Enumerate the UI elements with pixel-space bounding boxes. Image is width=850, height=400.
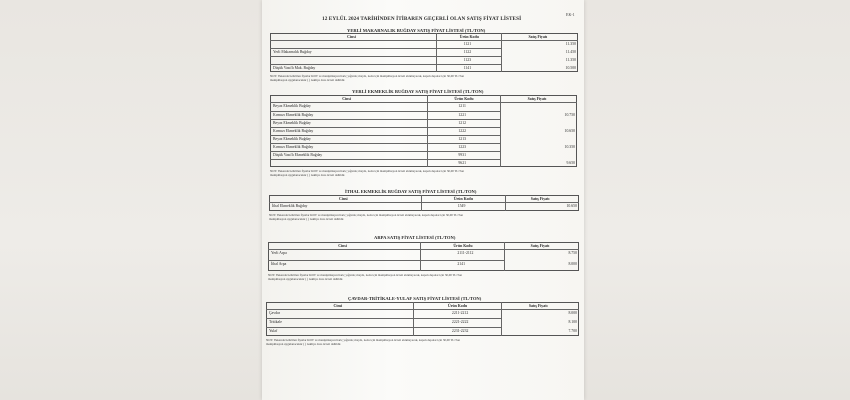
column-header-kod: Ürün Kodu <box>447 303 468 308</box>
table-cell-kod: 2221-2222 <box>451 319 469 324</box>
table-cell-cinsi: Kırmızı Ekmeklik Buğday <box>273 112 314 117</box>
table-cell-kod: 9931 <box>458 152 466 157</box>
table-cell-cinsi: İthal Arpa <box>271 261 287 266</box>
table-cell-kod: 1222 <box>458 128 466 133</box>
table-cell-fiyat: 8.100 <box>568 319 577 324</box>
table-cell-cinsi: Beyaz Ekmeklik Buğday <box>273 103 311 108</box>
table-note: NOT: Yukarıda belirtilen fiyatlar KDV ve manipülasyon hariç yığında; maydı, noda için manipülasyon ücreti alınmayacak, kapalı depolar için 30,00 TL/Ton <box>270 169 464 173</box>
column-header-fiyat: Satış Fiyatı <box>530 196 550 201</box>
column-header-kod: Ürün Kodu <box>454 96 474 101</box>
table-cell-cinsi: Düşük Vasıflı Ekmeklik Buğday <box>273 152 323 157</box>
section-title: İTHAL EKMEKLİK BUĞDAY SATIŞ FİYAT LİSTESİ (TL/TON) <box>345 189 477 194</box>
table-cell-fiyat: 10.500 <box>565 65 576 70</box>
table-cell-fiyat: 9.650 <box>566 160 575 165</box>
section-title: ARPA SATIŞ FİYAT LİSTESİ (TL/TON) <box>374 235 456 240</box>
table-cell-cinsi: İthal Ekmeklik Buğday <box>272 203 308 208</box>
table-cell-kod: 1213 <box>458 136 466 141</box>
table-column-divider <box>420 242 421 271</box>
table-column-divider <box>504 242 505 271</box>
table-cell-fiyat: 8.000 <box>568 261 577 266</box>
section-title: YERLİ MAKARNALIK BUĞDAY SATIŞ FİYAT LİSTESİ (TL/TON) <box>347 28 486 33</box>
table-cell-kod: 1123 <box>463 57 472 62</box>
table-cell-cinsi: Yerli Makarnalık Buğday <box>273 49 312 54</box>
table-cell-fiyat: 10.650 <box>566 203 577 208</box>
table-column-divider <box>413 302 414 336</box>
table-note: manipülasyon uygulanacaktır ( ) nakliye daro ücreti dahildir. <box>266 342 342 346</box>
table-cell-kod: 1223 <box>458 144 466 149</box>
section-title: ÇAVDAR-TRİTİKALE-YULAF SATIŞ FİYAT LİSTESİ (TL/TON) <box>348 296 482 301</box>
table-note: manipülasyon uygulanacaktır ( ) nakliye daro ücreti dahildir. <box>269 217 345 221</box>
table-note: manipülasyon uygulanacaktır ( ) nakliye daro ücreti dahildir. <box>270 78 346 82</box>
column-header-fiyat: Satış Fiyatı <box>530 243 550 248</box>
table-cell-kod: 2231-2232 <box>451 328 469 333</box>
table-cell-cinsi: Tritikale <box>269 319 282 324</box>
table-cell-kod: 1549 <box>457 203 466 208</box>
table-cell-cinsi: Beyaz Ekmeklik Buğday <box>273 136 311 141</box>
table-cell-kod: 1212 <box>458 120 466 125</box>
column-header-fiyat: Satış Fiyatı <box>527 96 547 101</box>
table-note: NOT: Yukarıda belirtilen fiyatlar KDV ve manipülasyon hariç yığında; maydı, noda için manipülasyon ücreti alınmayacak, kapalı depolar için 30,00 TL/Ton <box>269 213 463 217</box>
table-cell-cinsi: Kırmızı Ekmeklik Buğday <box>273 144 314 149</box>
table-note: NOT: Yukarıda belirtilen fiyatlar KDV ve manipülasyon hariç yığında; maydı, noda için manipülasyon ücreti alınmayacak, kapalı depolar için 30,00 TL/Ton <box>266 338 460 342</box>
table-cell-kod: 2111-2112 <box>457 250 474 255</box>
section-title: YERLİ EKMEKLİK BUĞDAY SATIŞ FİYAT LİSTESİ (TL/TON) <box>352 89 484 94</box>
table-cell-cinsi: Düşük Vasıflı Mak. Buğday <box>273 65 316 70</box>
table-cell-fiyat: 11.450 <box>565 49 576 54</box>
table-row-divider <box>270 102 577 103</box>
table-cell-kod: 1121 <box>463 41 472 46</box>
table-cell-fiyat: 10.750 <box>564 112 575 117</box>
table-cell-kod: 2211-2212 <box>451 310 469 315</box>
table-note: manipülasyon uygulanacaktır ( ) nakliye daro ücreti dahildir. <box>270 173 346 177</box>
table-cell-fiyat: 8.000 <box>568 310 577 315</box>
table-cell-cinsi: Yerli Arpa <box>271 250 287 255</box>
column-header-cinsi: Cinsi <box>342 96 351 101</box>
column-header-kod: Ürün Kodu <box>459 34 479 39</box>
column-header-kod: Ürün Kodu <box>453 243 473 248</box>
table-cell-cinsi: Beyaz Ekmeklik Buğday <box>273 120 311 125</box>
table-note: manipülasyon uygulanacaktır ( ) nakliye daro ücreti dahildir. <box>268 277 344 281</box>
table-cell-fiyat: 11.350 <box>565 41 576 46</box>
table-column-divider <box>427 95 428 167</box>
table-cell-cinsi: Çavdar <box>269 310 280 315</box>
column-header-cinsi: Cinsi <box>347 34 356 39</box>
column-header-cinsi: Cinsi <box>338 243 347 248</box>
table-cell-fiyat: 10.350 <box>564 144 575 149</box>
table-note: NOT: Yukarıda belirtilen fiyatlar KDV ve manipülasyon hariç yığında; maydı, noda için manipülasyon ücreti alınmayacak, kapalı depolar için 30,00 TL/Ton <box>270 74 464 78</box>
table-cell-kod: 1221 <box>458 112 466 117</box>
table-cell-kod: 9621 <box>458 160 466 165</box>
table-cell-kod: 1122 <box>463 49 472 54</box>
page-code: EK-1 <box>566 12 575 17</box>
table-cell-kod: 1141 <box>463 65 472 70</box>
column-header-fiyat: Satış Fiyatı <box>528 34 548 39</box>
column-header-fiyat: Satış Fiyatı <box>528 303 548 308</box>
table-cell-cinsi: Yulaf <box>269 328 278 333</box>
table-cell-fiyat: 11.350 <box>565 57 576 62</box>
table-cell-cinsi: Kırmızı Ekmeklik Buğday <box>273 128 314 133</box>
table-cell-fiyat: 7.700 <box>568 328 577 333</box>
column-header-cinsi: Cinsi <box>333 303 343 308</box>
page-title: 12 EYLÜL 2024 TARİHİNDEN İTİBAREN GEÇERLİ OLAN SATIŞ FİYAT LİSTESİ <box>322 16 522 22</box>
table-cell-fiyat: 10.650 <box>564 128 575 133</box>
table-column-divider <box>421 195 422 211</box>
column-header-cinsi: Cinsi <box>338 196 348 201</box>
table-column-divider <box>436 33 437 72</box>
table-cell-kod: 1211 <box>458 103 466 108</box>
table-cell-fiyat: 8.750 <box>568 250 577 255</box>
table-note: NOT: Yukarıda belirtilen fiyatlar KDV ve manipülasyon hariç yığında; maydı, noda için manipülasyon ücreti alınmayacak, kapalı depolar için 30,00 TL/Ton <box>268 273 462 277</box>
table-row-divider <box>268 260 504 261</box>
table-cell-kod: 2141 <box>457 261 465 266</box>
column-header-kod: Ürün Kodu <box>453 196 473 201</box>
